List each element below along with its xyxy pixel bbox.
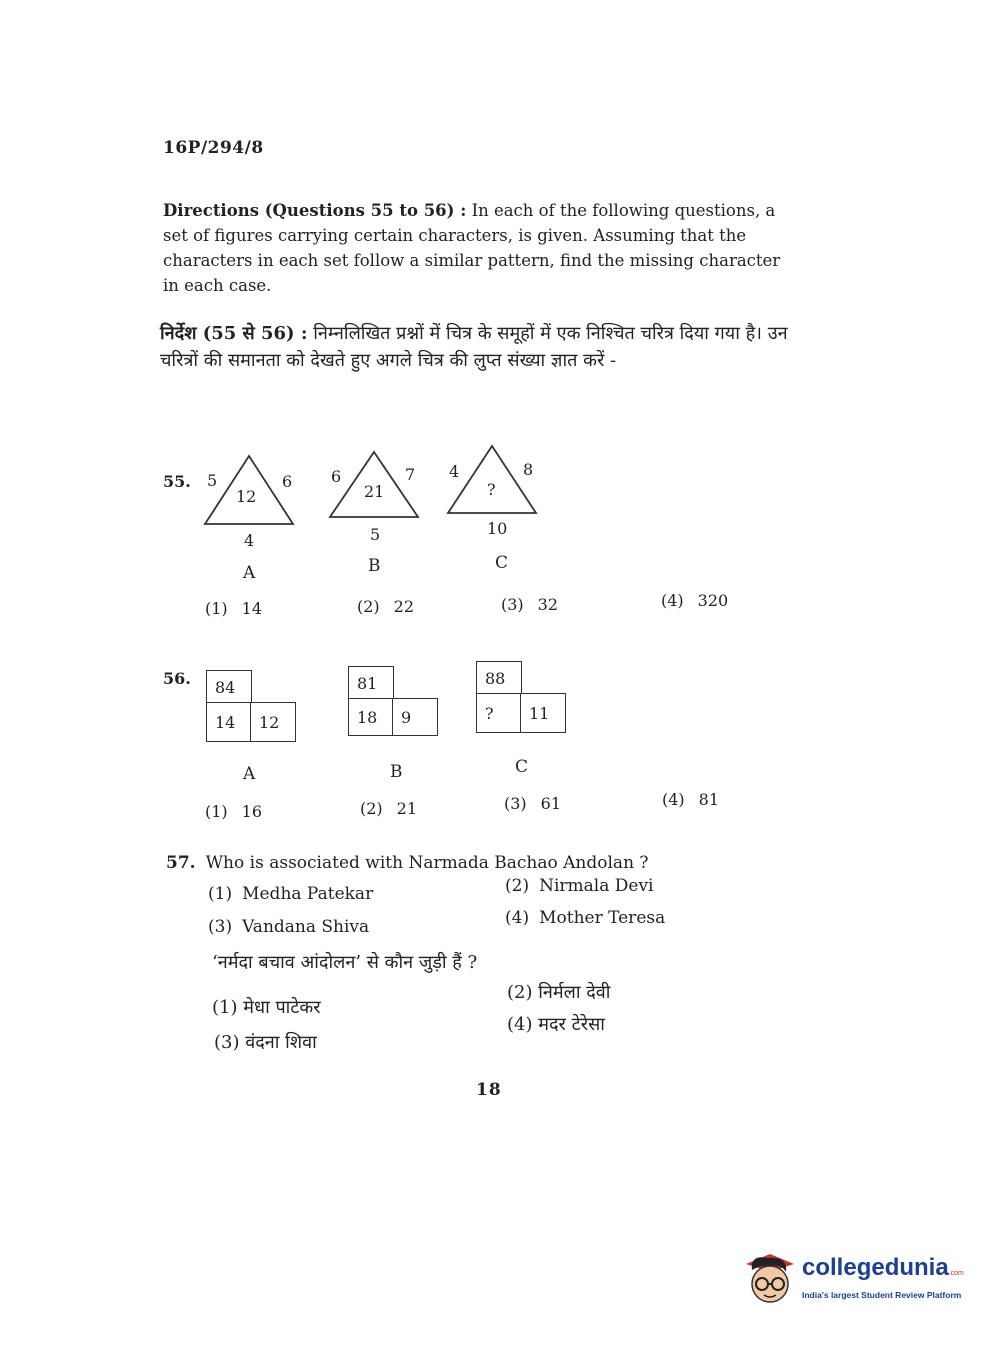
directions-label: Directions (Questions 55 to 56) :: [163, 201, 467, 220]
q57-option-3-hindi-num: (3): [214, 1032, 240, 1053]
directions-hindi-text: निम्नलिखित प्रश्नों में चित्र के समूहों में एक निश्चित चरित्र दिया गया है। उन चरित्रों की समानता को देखते हुए अगले चित्र की लुप्त संख्या ज्ञात करें -: [160, 323, 788, 371]
q57-option-3[interactable]: [208, 917, 369, 937]
q55-b-right: 7: [405, 465, 416, 484]
q57-option-3-hindi-text: वंदना शिवा: [245, 1032, 317, 1053]
q56-option-4[interactable]: [662, 790, 719, 809]
q57-option-4-hindi-text: मदर टेरेसा: [538, 1014, 605, 1035]
q57-option-1-hindi-text: मेधा पाटेकर: [243, 997, 321, 1018]
q55-c-center: ?: [487, 480, 496, 499]
q56-b-label: B: [390, 762, 403, 782]
q56-c-left-cell: ?: [476, 693, 522, 733]
brand-name-text: collegedunia: [802, 1254, 949, 1281]
q57-option-4[interactable]: [505, 908, 665, 928]
q56-a-top-cell: 84: [206, 670, 252, 704]
q55-option-2-text: 22: [393, 597, 415, 616]
q57-question-text: Who is associated with Narmada Bachao Andolan ?: [205, 853, 649, 873]
q55-option-3-text: 32: [537, 595, 559, 614]
mascot-icon: [742, 1250, 800, 1312]
directions-text: In each of the following questions, a set of figures carrying certain characters, is given. Assuming that the characters in each set follow a similar pattern, find the missing character in each case.: [163, 201, 781, 295]
q57-option-2-hindi-num: (2): [507, 982, 533, 1003]
q57-option-3-num: (3): [208, 917, 233, 937]
q57-option-2-hindi-text: निर्मला देवी: [538, 982, 611, 1003]
q56-b-top-cell: 81: [348, 666, 394, 700]
q55-c-label: C: [495, 553, 509, 573]
q57-option-2-text: Nirmala Devi: [539, 876, 654, 896]
q56-option-2-num: (2): [360, 799, 383, 818]
q56-b-left-cell: 18: [348, 698, 394, 736]
q57-number: 57.: [166, 853, 196, 873]
q55-option-3[interactable]: [501, 595, 558, 614]
page-number: 18: [476, 1080, 502, 1100]
q56-c-right-cell: 11: [520, 693, 566, 733]
q57-option-4-hindi[interactable]: [507, 1012, 605, 1036]
q55-b-bottom: 5: [370, 525, 381, 544]
q55-b-label: B: [368, 556, 381, 576]
paper-code: 16P/294/8: [163, 138, 264, 158]
q55-option-2[interactable]: [357, 597, 414, 616]
q55-a-label: A: [243, 563, 256, 583]
q56-option-2-text: 21: [396, 799, 418, 818]
q55-option-2-num: (2): [357, 597, 380, 616]
q56-option-4-num: (4): [662, 790, 685, 809]
q57-option-2-hindi[interactable]: [507, 980, 610, 1004]
q55-a-right: 6: [282, 472, 293, 491]
brand-suffix: .com: [948, 1270, 964, 1277]
q55-c-right: 8: [523, 460, 534, 479]
q56-c-top-cell: 88: [476, 661, 522, 695]
q57-option-1-text: Medha Patekar: [242, 884, 374, 904]
q55-c-bottom: 10: [487, 519, 508, 538]
q56-c-label: C: [515, 757, 529, 777]
q55-option-4-num: (4): [661, 591, 684, 610]
q56-option-2[interactable]: [360, 799, 417, 818]
q57-option-1-num: (1): [208, 884, 233, 904]
q57-option-1-hindi[interactable]: [212, 995, 321, 1019]
q57-option-1[interactable]: [208, 884, 373, 904]
brand-tagline: India's largest Student Review Platform: [802, 1290, 962, 1300]
q55-option-4-text: 320: [697, 591, 729, 610]
collegedunia-watermark: [742, 1250, 972, 1320]
q55-a-bottom: 4: [244, 531, 255, 550]
q56-b-right-cell: 9: [392, 698, 438, 736]
q57-option-3-text: Vandana Shiva: [242, 917, 370, 937]
q56-number: 56.: [163, 669, 191, 688]
q56-option-1-text: 16: [241, 802, 263, 821]
q55-a-center: 12: [236, 487, 257, 506]
q57-question: [166, 853, 649, 873]
q55-option-3-num: (3): [501, 595, 524, 614]
q57-option-1-hindi-num: (1): [212, 997, 238, 1018]
q55-b-left: 6: [331, 467, 342, 486]
q56-a-label: A: [243, 764, 256, 784]
q55-number: 55.: [163, 472, 191, 491]
directions-english: [163, 198, 788, 298]
q56-option-3-text: 61: [540, 794, 562, 813]
q55-option-1-num: (1): [205, 599, 228, 618]
q57-option-4-text: Mother Teresa: [539, 908, 666, 928]
q55-option-4[interactable]: [661, 591, 728, 610]
brand-name: [802, 1254, 964, 1282]
q55-b-center: 21: [364, 482, 385, 501]
q55-c-left: 4: [449, 462, 460, 481]
q56-option-1[interactable]: [205, 802, 262, 821]
q57-option-2-num: (2): [505, 876, 530, 896]
directions-hindi: [160, 320, 790, 374]
q57-option-4-hindi-num: (4): [507, 1014, 533, 1035]
q57-option-2[interactable]: [505, 876, 654, 896]
q56-option-1-num: (1): [205, 802, 228, 821]
q55-a-left: 5: [207, 471, 218, 490]
q56-option-3[interactable]: [504, 794, 561, 813]
q55-option-1-text: 14: [241, 599, 263, 618]
directions-hindi-label: निर्देश (55 से 56) :: [160, 323, 308, 344]
q56-a-left-cell: 14: [206, 702, 252, 742]
q57-question-hindi: ‘नर्मदा बचाव आंदोलन’ से कौन जुड़ी हैं ?: [212, 952, 478, 973]
q57-option-3-hindi[interactable]: [214, 1030, 317, 1054]
q56-option-4-text: 81: [698, 790, 720, 809]
q56-option-3-num: (3): [504, 794, 527, 813]
q56-a-right-cell: 12: [250, 702, 296, 742]
q57-option-4-num: (4): [505, 908, 530, 928]
q55-option-1[interactable]: [205, 599, 262, 618]
